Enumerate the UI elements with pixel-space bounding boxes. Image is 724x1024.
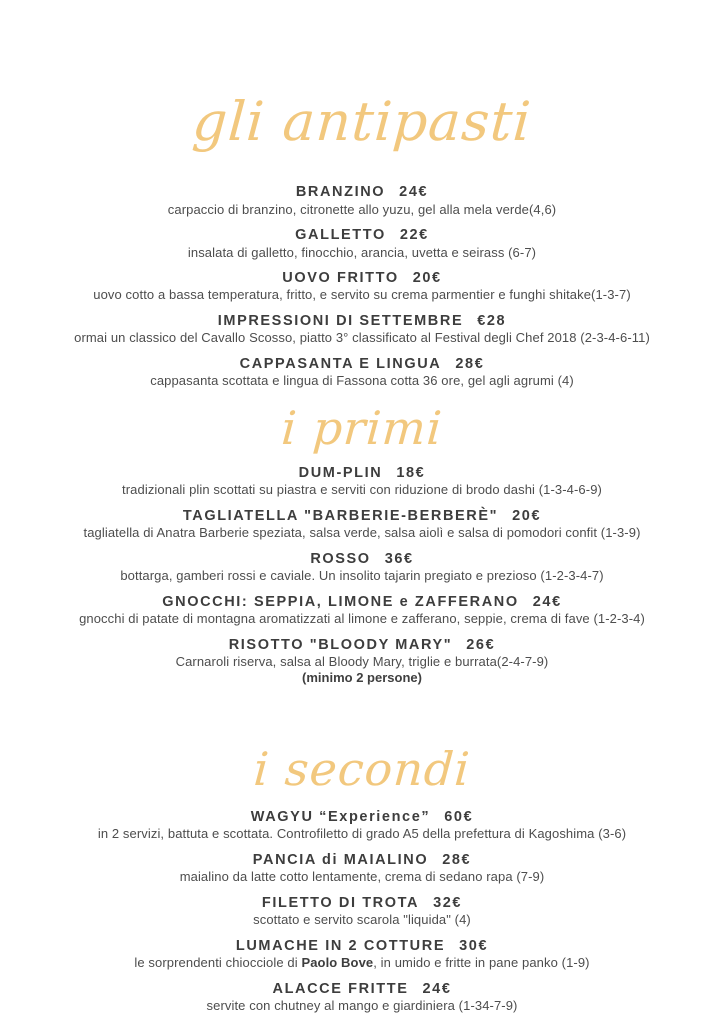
item-header [32,593,692,611]
section-title: i primi [279,401,445,456]
item-name: GALLETTO [295,227,386,244]
item-description: maialino da latte cotto lentamente, crema di sedano rapa (7-9) [179,869,545,885]
item-name: IMPRESSIONI DI SETTEMBRE [217,313,464,330]
menu-item [32,355,692,389]
item-description: bottarga, gamberi rossi e caviale. Un insolito tajarin pregiato e prezioso (1-2-3-4-7) [120,568,604,583]
menu-item [32,226,692,260]
item-description: uovo cotto a bassa temperatura, fritto, e servito su crema parmentier e funghi shitake(1-3-7) [93,287,631,303]
item-name: DUM-PLIN [298,464,383,481]
item-description: in 2 servizi, battuta e scottata. Controfiletto di grado A5 della prefettura di Kagoshima (3-6) [97,826,627,842]
item-price: 24€ [399,184,429,201]
item-description: carpaccio di branzino, citronette allo yuzu, gel alla mela verde(4,6) [167,201,557,217]
item-name: PANCIA di MAIALINO [252,852,429,869]
item-name: ALACCE FRITTE [272,981,409,998]
menu-section [32,741,692,1015]
item-name: CAPPASANTA E LINGUA [239,356,442,373]
item-header [32,355,692,373]
item-price: 18€ [396,464,426,481]
menu-item [32,464,692,498]
item-price: 24€ [422,981,452,998]
item-header [32,464,692,482]
menu-item [32,636,692,686]
item-price: 28€ [442,852,472,869]
item-price: 24€ [532,593,562,610]
menu-item [32,312,692,346]
menu-item [32,894,692,928]
menu-item [32,937,692,971]
item-price: 36€ [384,550,414,567]
item-header [32,269,692,287]
item-header [32,507,692,525]
item-header [32,183,692,201]
item-header [32,636,692,654]
item-name: FILETTO DI TROTA [261,895,420,912]
item-price: 20€ [412,270,442,287]
item-description: servite con chutney al mango e giardiniera (1-34-7-9) [206,998,518,1014]
item-price: 22€ [399,227,429,244]
item-header [32,980,692,998]
item-price: 60€ [444,809,474,826]
menu-item [32,507,692,541]
menu-item [32,269,692,303]
menu-sections [32,92,692,1014]
menu-section [32,92,692,389]
item-description: gnocchi di patate di montagna aromatizzati al limone e zafferano, seppie, crema di fave (1-2-3-4) [79,610,645,626]
item-price: 28€ [455,356,485,373]
item-name: BRANZINO [295,184,386,201]
item-name: WAGYU “Experience” [250,809,431,826]
item-price: 30€ [459,938,489,955]
item-header [32,808,692,826]
item-header [32,312,692,330]
menu-item [32,593,692,627]
item-name: UOVO FRITTO [282,270,399,287]
item-name: LUMACHE IN 2 COTTURE [235,938,446,955]
item-description: Carnaroli riserva, salsa al Bloody Mary, triglie e burrata(2-4-7-9) [175,653,549,669]
item-price: 20€ [512,507,542,524]
item-description: le sorprendenti chiocciole di Paolo Bove, in umido e fritte in pane panko (1-9) [134,955,590,971]
item-description: tagliatella di Anatra Barberie speziata, salsa verde, salsa aiolì e salsa di pomodori confit (1-3-9) [83,525,641,541]
menu-item [32,808,692,842]
item-header [32,894,692,912]
menu-item [32,550,692,584]
item-description: scottato e servito scarola "liquida" (4) [253,912,471,928]
menu-item [32,851,692,885]
menu-item [32,183,692,217]
item-header [32,226,692,244]
menu-item [32,980,692,1014]
item-price: €28 [477,313,507,330]
section-title: gli antipasti [190,90,534,153]
item-name: RISOTTO "BLOODY MARY" [228,636,453,653]
item-name: GNOCCHI: SEPPIA, LIMONE e ZAFFERANO [162,593,519,610]
item-description: cappasanta scottata e lingua di Fassona cotta 36 ore, gel agli agrumi (4) [150,373,574,389]
item-description: insalata di galletto, finocchio, arancia, uvetta e seirass (6-7) [187,244,537,260]
item-header [32,937,692,955]
item-name: ROSSO [310,550,371,567]
item-description: tradizionali plin scottati su piastra e serviti con riduzione di brodo dashi (1-3-4-6-9) [122,482,602,498]
item-price: 26€ [466,636,496,653]
menu-section [32,403,692,685]
item-description: ormai un classico del Cavallo Scosso, piatto 3° classificato al Festival degli Chef 2018 (2-3-4-6-11) [74,330,650,346]
item-header [32,851,692,869]
item-header [32,550,692,568]
item-name: TAGLIATELLA "BARBERIE-BERBERÈ" [182,507,499,524]
item-price: 32€ [433,895,463,912]
item-note: (minimo 2 persone) [302,669,422,685]
section-title: i secondi [251,741,473,796]
